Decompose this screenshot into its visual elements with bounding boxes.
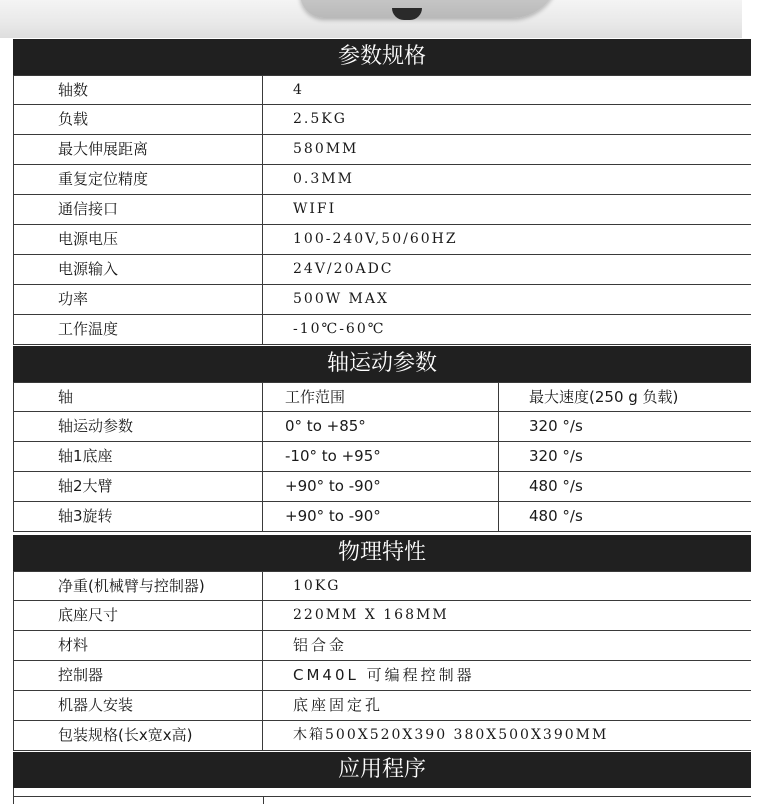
axis-col-header: 轴 <box>14 383 263 412</box>
axis-range: 0° to +85° <box>263 412 499 441</box>
spec-label: 电源输入 <box>14 255 263 284</box>
spec-row <box>13 255 751 285</box>
spec-label: 包装规格(长x宽x高) <box>14 721 263 750</box>
spec-row <box>13 105 751 135</box>
axis-row <box>13 412 751 442</box>
spec-row <box>13 285 751 315</box>
spec-label: 机器人安装 <box>14 691 263 720</box>
axis-speed: 320 °/s <box>529 447 583 465</box>
spec-value: 500W MAX <box>293 291 389 307</box>
spec-row <box>13 165 751 195</box>
spec-row <box>13 661 751 691</box>
spec-row <box>13 225 751 255</box>
spec-row <box>13 135 751 165</box>
axis-name: 轴3旋转 <box>14 502 263 531</box>
robot-foot-image <box>392 8 422 20</box>
params-section-title: 参数规格 <box>13 39 751 75</box>
spec-row <box>13 571 751 601</box>
spec-label: 电源电压 <box>14 225 263 254</box>
spec-value: 底座固定孔 <box>293 696 384 714</box>
spec-value: 2.5KG <box>293 111 347 127</box>
robot-arm-base-image <box>300 0 560 18</box>
spec-row <box>13 195 751 225</box>
spec-label: 轴数 <box>14 76 263 105</box>
spec-label: 控制器 <box>14 661 263 690</box>
physical-section-title: 物理特性 <box>13 535 751 571</box>
spec-label: 重复定位精度 <box>14 165 263 194</box>
spec-value: WIFI <box>293 201 337 217</box>
spec-label: 材料 <box>14 631 263 660</box>
speed-col-header: 最大速度(250 g 负载) <box>529 388 679 406</box>
spec-value: 铝合金 <box>293 636 348 654</box>
axis-name: 轴运动参数 <box>14 412 263 441</box>
axis-speed: 480 °/s <box>529 507 583 525</box>
spec-value: 0.3MM <box>293 171 354 187</box>
spec-row <box>13 631 751 661</box>
physical-section <box>13 535 751 751</box>
spec-label: 净重(机械臂与控制器) <box>14 572 263 601</box>
axis-speed: 480 °/s <box>529 477 583 495</box>
spec-value: 580MM <box>293 141 359 157</box>
axis-range: +90° to -90° <box>263 472 499 501</box>
spec-row <box>13 601 751 631</box>
spec-label: 最大伸展距离 <box>14 135 263 164</box>
spec-value: 木箱500X520X390 380X500X390MM <box>293 727 609 743</box>
axis-section-title: 轴运动参数 <box>13 346 751 382</box>
spec-value: -10℃-60℃ <box>293 321 386 337</box>
spec-value: CM40L 可编程控制器 <box>293 666 475 684</box>
axis-name: 轴2大臂 <box>14 472 263 501</box>
spec-label: 负载 <box>14 105 263 134</box>
spec-label: 工作温度 <box>14 315 263 344</box>
axis-range: -10° to +95° <box>263 442 499 471</box>
spec-value: 4 <box>293 82 304 98</box>
spec-value: 24V/20ADC <box>293 261 394 277</box>
product-photo-strip <box>0 0 752 38</box>
spec-row <box>13 315 751 345</box>
spec-value: 10KG <box>293 578 341 594</box>
spec-row <box>13 691 751 721</box>
axis-row <box>13 442 751 472</box>
axis-section <box>13 346 751 532</box>
axis-row <box>13 472 751 502</box>
spec-label: 通信接口 <box>14 195 263 224</box>
axis-header-row <box>13 382 751 412</box>
application-section <box>13 752 751 804</box>
params-section <box>13 39 751 345</box>
spec-label: 底座尺寸 <box>14 601 263 630</box>
spec-row <box>13 75 751 105</box>
axis-row <box>13 502 751 532</box>
application-section-title: 应用程序 <box>13 752 751 788</box>
axis-range: +90° to -90° <box>263 502 499 531</box>
axis-name: 轴1底座 <box>14 442 263 471</box>
range-col-header: 工作范围 <box>263 383 499 412</box>
spec-label: 功率 <box>14 285 263 314</box>
spec-value: 100-240V,50/60HZ <box>293 231 458 247</box>
spec-value: 220MM X 168MM <box>293 607 449 623</box>
axis-speed: 320 °/s <box>529 417 583 435</box>
spec-row <box>13 721 751 751</box>
